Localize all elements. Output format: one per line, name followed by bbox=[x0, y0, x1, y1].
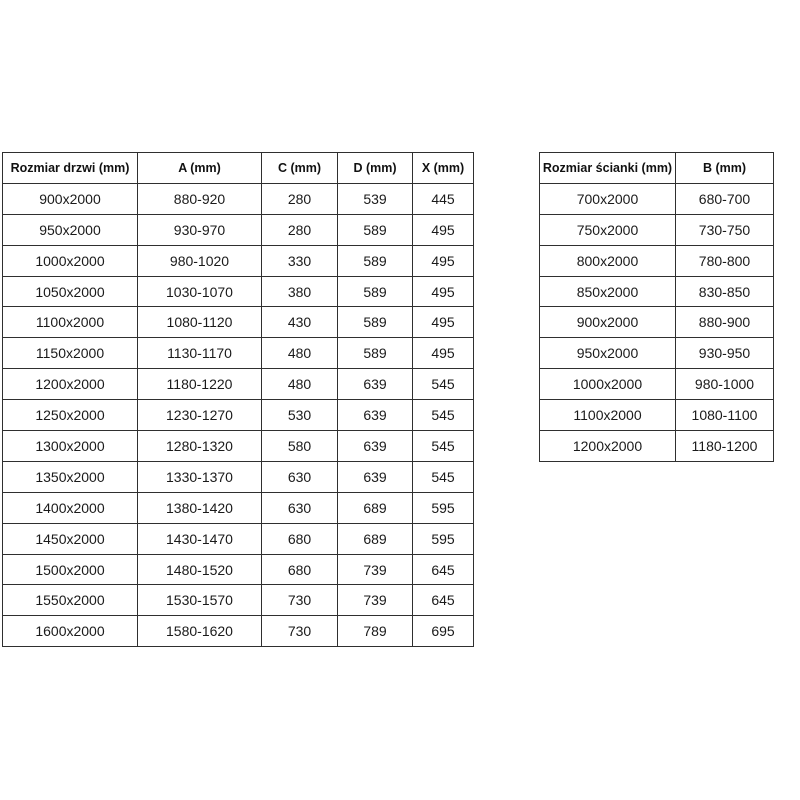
table-row bbox=[3, 307, 474, 338]
table-cell: 1330-1370 bbox=[138, 461, 262, 492]
column-header: Rozmiar ścianki (mm) bbox=[540, 153, 676, 184]
table-cell: 495 bbox=[413, 338, 474, 369]
table-cell: 1150x2000 bbox=[3, 338, 138, 369]
table-cell: 1080-1100 bbox=[676, 400, 774, 431]
table-cell: 480 bbox=[262, 338, 338, 369]
wall-size-table bbox=[539, 152, 774, 462]
table-row bbox=[3, 214, 474, 245]
wall-table-header bbox=[540, 153, 774, 184]
table-cell: 900x2000 bbox=[3, 183, 138, 214]
table-cell: 930-970 bbox=[138, 214, 262, 245]
table-cell: 539 bbox=[338, 183, 413, 214]
table-cell: 1530-1570 bbox=[138, 585, 262, 616]
table-cell: 380 bbox=[262, 276, 338, 307]
table-cell: 495 bbox=[413, 214, 474, 245]
table-row bbox=[3, 616, 474, 647]
table-cell: 280 bbox=[262, 183, 338, 214]
table-cell: 1230-1270 bbox=[138, 400, 262, 431]
door-size-table-container bbox=[2, 152, 474, 647]
table-cell: 1180-1200 bbox=[676, 431, 774, 462]
table-cell: 495 bbox=[413, 276, 474, 307]
table-row bbox=[3, 276, 474, 307]
table-cell: 980-1020 bbox=[138, 245, 262, 276]
table-cell: 595 bbox=[413, 523, 474, 554]
column-header: B (mm) bbox=[676, 153, 774, 184]
table-cell: 639 bbox=[338, 461, 413, 492]
table-row bbox=[540, 369, 774, 400]
table-row bbox=[540, 183, 774, 214]
table-cell: 1430-1470 bbox=[138, 523, 262, 554]
table-cell: 1030-1070 bbox=[138, 276, 262, 307]
header-row bbox=[540, 153, 774, 184]
table-cell: 1280-1320 bbox=[138, 431, 262, 462]
table-cell: 639 bbox=[338, 369, 413, 400]
table-cell: 589 bbox=[338, 338, 413, 369]
table-cell: 1550x2000 bbox=[3, 585, 138, 616]
table-row bbox=[540, 338, 774, 369]
table-cell: 545 bbox=[413, 431, 474, 462]
table-cell: 495 bbox=[413, 245, 474, 276]
table-cell: 880-920 bbox=[138, 183, 262, 214]
table-cell: 730 bbox=[262, 585, 338, 616]
table-cell: 595 bbox=[413, 492, 474, 523]
door-table-body bbox=[3, 183, 474, 646]
table-cell: 1000x2000 bbox=[3, 245, 138, 276]
table-row bbox=[3, 554, 474, 585]
wall-table-body bbox=[540, 183, 774, 461]
table-row bbox=[540, 431, 774, 462]
table-cell: 1500x2000 bbox=[3, 554, 138, 585]
table-row bbox=[540, 245, 774, 276]
table-cell: 1180-1220 bbox=[138, 369, 262, 400]
table-cell: 1480-1520 bbox=[138, 554, 262, 585]
table-cell: 545 bbox=[413, 369, 474, 400]
table-cell: 545 bbox=[413, 400, 474, 431]
table-cell: 830-850 bbox=[676, 276, 774, 307]
table-cell: 589 bbox=[338, 245, 413, 276]
table-cell: 689 bbox=[338, 492, 413, 523]
table-cell: 1080-1120 bbox=[138, 307, 262, 338]
table-cell: 1200x2000 bbox=[3, 369, 138, 400]
table-cell: 789 bbox=[338, 616, 413, 647]
table-cell: 1100x2000 bbox=[3, 307, 138, 338]
table-row bbox=[3, 369, 474, 400]
table-cell: 645 bbox=[413, 554, 474, 585]
table-row bbox=[3, 523, 474, 554]
table-cell: 950x2000 bbox=[3, 214, 138, 245]
table-cell: 730-750 bbox=[676, 214, 774, 245]
table-cell: 630 bbox=[262, 461, 338, 492]
table-cell: 739 bbox=[338, 585, 413, 616]
table-cell: 1450x2000 bbox=[3, 523, 138, 554]
column-header: X (mm) bbox=[413, 153, 474, 184]
table-cell: 730 bbox=[262, 616, 338, 647]
table-cell: 330 bbox=[262, 245, 338, 276]
table-row bbox=[540, 400, 774, 431]
table-cell: 639 bbox=[338, 400, 413, 431]
column-header: A (mm) bbox=[138, 153, 262, 184]
table-cell: 589 bbox=[338, 276, 413, 307]
table-cell: 900x2000 bbox=[540, 307, 676, 338]
table-cell: 480 bbox=[262, 369, 338, 400]
table-cell: 1200x2000 bbox=[540, 431, 676, 462]
table-cell: 1600x2000 bbox=[3, 616, 138, 647]
table-cell: 430 bbox=[262, 307, 338, 338]
table-cell: 545 bbox=[413, 461, 474, 492]
table-cell: 589 bbox=[338, 307, 413, 338]
table-row bbox=[3, 338, 474, 369]
table-cell: 1300x2000 bbox=[3, 431, 138, 462]
table-cell: 580 bbox=[262, 431, 338, 462]
table-cell: 850x2000 bbox=[540, 276, 676, 307]
table-cell: 280 bbox=[262, 214, 338, 245]
table-row bbox=[3, 245, 474, 276]
table-cell: 1580-1620 bbox=[138, 616, 262, 647]
table-cell: 700x2000 bbox=[540, 183, 676, 214]
table-cell: 1350x2000 bbox=[3, 461, 138, 492]
table-row bbox=[3, 183, 474, 214]
table-cell: 800x2000 bbox=[540, 245, 676, 276]
table-cell: 589 bbox=[338, 214, 413, 245]
table-cell: 780-800 bbox=[676, 245, 774, 276]
table-cell: 1000x2000 bbox=[540, 369, 676, 400]
table-row bbox=[3, 431, 474, 462]
door-size-table bbox=[2, 152, 474, 647]
column-header: D (mm) bbox=[338, 153, 413, 184]
table-cell: 695 bbox=[413, 616, 474, 647]
table-row bbox=[3, 492, 474, 523]
table-row bbox=[540, 214, 774, 245]
table-cell: 689 bbox=[338, 523, 413, 554]
table-cell: 980-1000 bbox=[676, 369, 774, 400]
table-cell: 739 bbox=[338, 554, 413, 585]
table-row bbox=[540, 307, 774, 338]
table-cell: 495 bbox=[413, 307, 474, 338]
table-cell: 1380-1420 bbox=[138, 492, 262, 523]
table-cell: 1130-1170 bbox=[138, 338, 262, 369]
table-row bbox=[540, 276, 774, 307]
table-cell: 639 bbox=[338, 431, 413, 462]
table-cell: 1400x2000 bbox=[3, 492, 138, 523]
table-cell: 645 bbox=[413, 585, 474, 616]
table-cell: 1250x2000 bbox=[3, 400, 138, 431]
table-row bbox=[3, 400, 474, 431]
column-header: C (mm) bbox=[262, 153, 338, 184]
table-cell: 750x2000 bbox=[540, 214, 676, 245]
door-table-header bbox=[3, 153, 474, 184]
header-row bbox=[3, 153, 474, 184]
table-cell: 880-900 bbox=[676, 307, 774, 338]
table-cell: 930-950 bbox=[676, 338, 774, 369]
wall-size-table-container bbox=[539, 152, 774, 462]
table-row bbox=[3, 585, 474, 616]
table-cell: 950x2000 bbox=[540, 338, 676, 369]
table-cell: 1050x2000 bbox=[3, 276, 138, 307]
table-cell: 530 bbox=[262, 400, 338, 431]
table-cell: 680 bbox=[262, 523, 338, 554]
table-cell: 680-700 bbox=[676, 183, 774, 214]
column-header: Rozmiar drzwi (mm) bbox=[3, 153, 138, 184]
table-row bbox=[3, 461, 474, 492]
table-cell: 445 bbox=[413, 183, 474, 214]
table-cell: 680 bbox=[262, 554, 338, 585]
table-cell: 1100x2000 bbox=[540, 400, 676, 431]
table-cell: 630 bbox=[262, 492, 338, 523]
